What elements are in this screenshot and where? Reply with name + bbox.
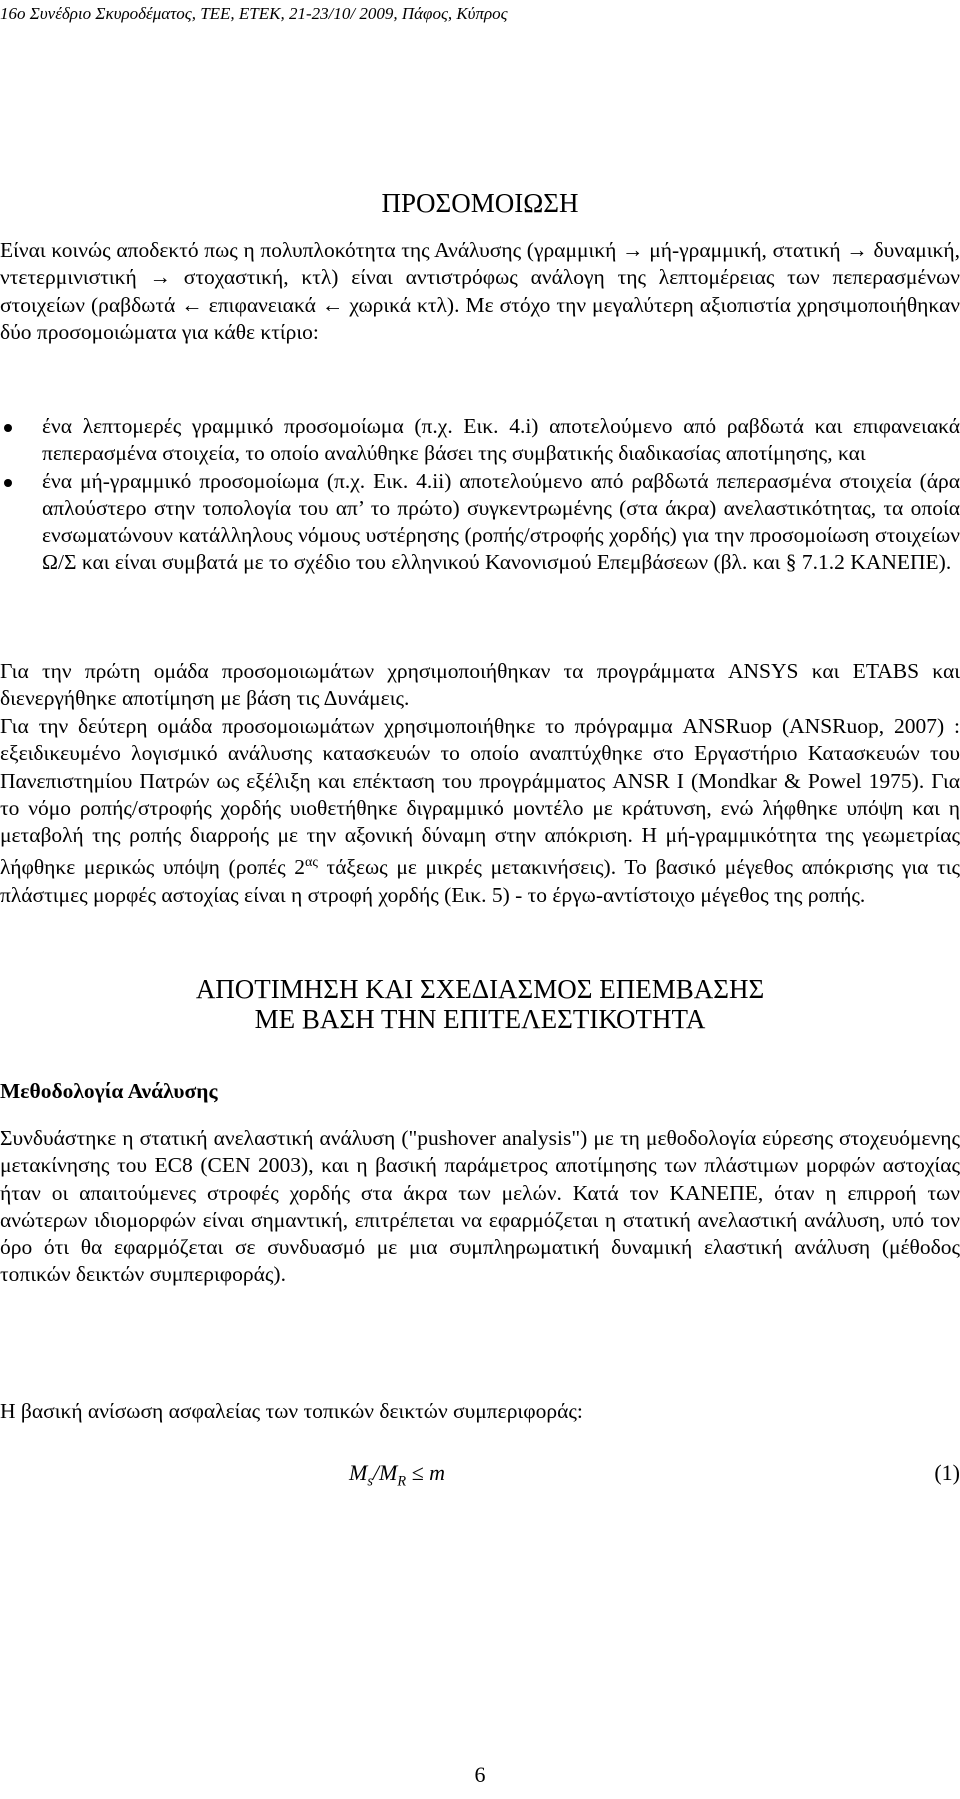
- model-bullet-list: [0, 413, 960, 577]
- list-item: [0, 413, 960, 468]
- equation-part: /M: [372, 1460, 398, 1485]
- paragraph-second-group: [0, 713, 960, 909]
- equation-part: M: [349, 1460, 368, 1485]
- bullet-text: ένα μή-γραμμικό προσομοίωμα (π.χ. Εικ. 4.ii) αποτελούμενο από ραβδωτά πεπερασμένα στοιχεία (άρα απλούστερο στην τοπολογία του απ’ το πρώτο) συγκεντρωμένης (στα άκρα) ανελαστικότητας, τα οποία ενσωματώνουν κατάλληλους νόμους υστέρησης (ροπής/στροφής χορδής) για την προσομοίωση στοιχείων Ω/Σ και είναι συμβατά με το σχέδιο του ελληνικού Κανονισμού Επεμβάσεων (βλ. και § 7.1.2 ΚΑΝΕΠΕ).: [42, 468, 960, 575]
- equation-number: (1): [934, 1460, 960, 1485]
- paragraph-text-part: Για την δεύτερη ομάδα προσομοιωμάτων χρησιμοποιήθηκε το πρόγραμμα ANSRuop (ANSRuop, 2007) : εξειδικευμένο λογισμικό ανάλυσης κατασκευών το οποίο αναπτύχθηκε στο Εργαστήριο Κατασκευών του Πανεπιστημίου Πατρών ως εξέλιξη και επέκταση του προγράμματος ANSR I (Mondkar & Powel 1975). Για το νόμο ροπής/στροφής χορδής υιοθετήθηκε διγραμμικό μοντέλο με κράτυνση, ενώ λήφθηκε υπόψη και η μεταβολή της ροπής διαρροής με την αξονική δύναμη στην απόκριση. Η μή-γραμμικότητα της γεωμετρίας λήφθηκε μερικώς υπόψη (ροπές 2: [0, 714, 960, 880]
- section-title-line: ΑΠΟΤΙΜΗΣΗ ΚΑΙ ΣΧΕΔΙΑΣΜΟΣ ΕΠΕΜΒΑΣΗΣ: [195, 974, 765, 1004]
- paragraph-text: [0, 713, 960, 909]
- equation: [349, 1460, 445, 1490]
- bullet-text: ένα λεπτομερές γραμμικό προσομοίωμα (π.χ. Εικ. 4.i) αποτελούμενο από ραβδωτά και επιφανειακά πεπερασμένα στοιχεία, το οποίο αναλύθηκε βάσει της συμβατικής διαδικασίας αποτίμησης, και: [42, 414, 960, 466]
- running-header: 16ο Συνέδριο Σκυροδέματος, ΤΕΕ, ΕΤΕΚ, 21-23/10/ 2009, Πάφος, Κύπρος: [0, 4, 508, 23]
- paragraph-text: Συνδυάστηκε η στατική ανελαστική ανάλυση ("pushover analysis") με τη μεθοδολογία εύρεσης στοχευόμενης μετακίνησης του EC8 (CEN 2003), και η βασική παράμετρος αποτίμησης των πλάστιμων μορφών αστοχίας ήταν οι απαιτούμενες στροφές χορδής στα άκρα των μελών. Κατά τον ΚΑΝΕΠΕ, όταν η επιρροή των ανώτερων ιδιομορφών είναι σημαντική, επιτρέπεται να εφαρμόζεται η στατική ανελαστική ανάλυση, υπό τον όρο ότι θα εφαρμόζεται σε συνδυασμό με μια συμπληρωματική δυναμική ελαστική ανάλυση (μέθοδος τοπικών δεικτών συμπεριφοράς).: [0, 1126, 960, 1287]
- section-title-line: ΜΕ ΒΑΣΗ ΤΗΝ ΕΠΙΤΕΛΕΣΤΙΚΟΤΗΤΑ: [254, 1004, 706, 1034]
- intro-text: Είναι κοινώς αποδεκτό πως η πολυπλοκότητα της Ανάλυσης (γραμμική → μή-γραμμική, στατική → δυναμική, ντετερμινιστική → στοχαστική, κτλ) είναι αντιστρόφως ανάλογη της λεπτομέρειας των πεπερασμένων στοιχείων (ραβδωτά ← επιφανειακά ← χωρικά κτλ). Με στόχο την μεγαλύτερη αξιοπιστία χρησιμοποιήθηκαν δύο προσομοιώματα για κάθε κτίριο:: [0, 238, 960, 344]
- methodology-paragraph: [0, 1125, 960, 1289]
- paragraph-text: Για την πρώτη ομάδα προσομοιωμάτων χρησιμοποιήθηκαν τα προγράμματα ANSYS και ETABS και διενεργήθηκε αποτίμηση με βάση τις Δυνάμεις.: [0, 659, 960, 711]
- page-number: 6: [474, 1762, 486, 1787]
- intro-paragraph: [0, 237, 960, 346]
- equation-subscript: R: [397, 1473, 407, 1490]
- paragraph-text-part: τάξεως με μικρές μετακινήσεις). Το βασικό μέγεθος απόκρισης για τις πλάστιμες μορφές αστοχίας είναι η στροφή χορδής (Εικ. 5) - το έργω-αντίστοιχο μέγεθος της ροπής.: [0, 855, 960, 907]
- bullet-icon: [4, 424, 12, 432]
- paragraph-text: Η βασική ανίσωση ασφαλείας των τοπικών δεικτών συμπεριφοράς:: [0, 1399, 583, 1423]
- equation-part: ≤ m: [406, 1460, 446, 1485]
- section-title-simulation: ΠΡΟΣΟΜΟΙΩΣΗ: [381, 188, 579, 218]
- equation-subscript: s: [367, 1473, 373, 1490]
- section-title-assessment: [0, 974, 960, 1034]
- subsection-title: Μεθοδολογία Ανάλυσης: [0, 1079, 218, 1103]
- inequality-intro: [0, 1398, 960, 1425]
- paragraph-first-group: [0, 658, 960, 713]
- bullet-icon: [4, 479, 12, 487]
- list-item: [0, 468, 960, 577]
- superscript: ας: [305, 855, 318, 871]
